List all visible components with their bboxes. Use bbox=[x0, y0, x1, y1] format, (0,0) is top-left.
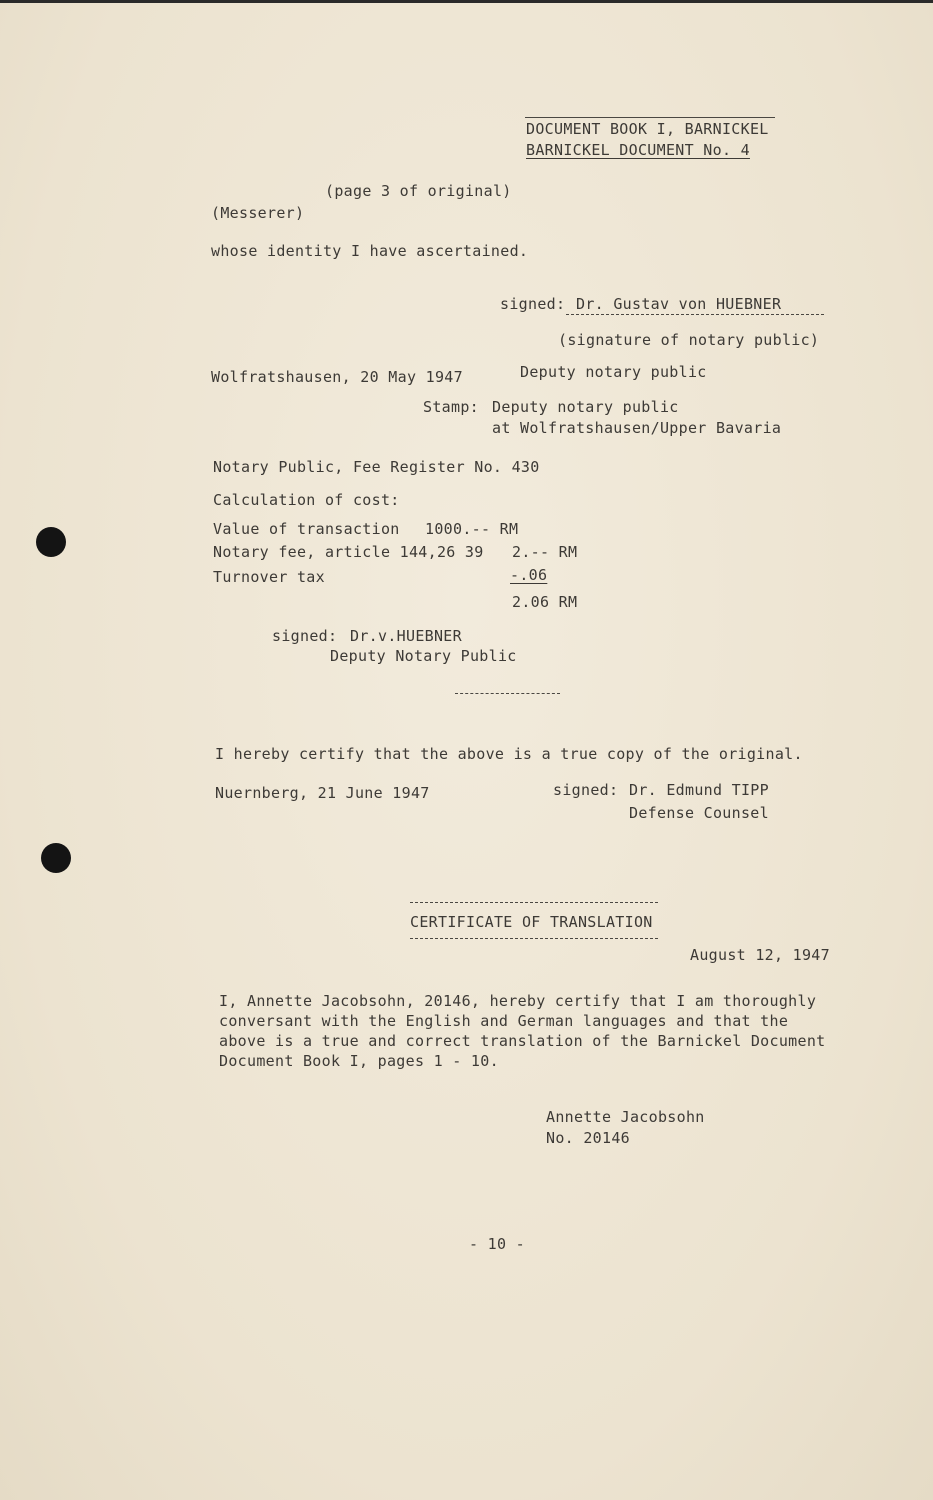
punch-hole-icon bbox=[36, 527, 66, 557]
original-page-note: (page 3 of original) bbox=[325, 182, 512, 200]
header-line-2: BARNICKEL DOCUMENT No. 4 bbox=[526, 141, 750, 159]
translation-heading-top-rule bbox=[410, 902, 658, 903]
cost-total: 2.06 RM bbox=[512, 593, 578, 611]
messerer-label: (Messerer) bbox=[211, 204, 305, 222]
cost-row-amount: -.06 bbox=[510, 566, 548, 584]
translation-line: conversant with the English and German languages and that the bbox=[219, 1012, 789, 1030]
cost-row-amount: 2.-- RM bbox=[512, 543, 578, 561]
header-line-1: DOCUMENT BOOK I, BARNICKEL bbox=[526, 120, 769, 138]
punch-hole-icon bbox=[41, 843, 71, 873]
notary-signed-name: Dr. Gustav von HUEBNER bbox=[576, 295, 782, 313]
certify-signed-title: Defense Counsel bbox=[629, 804, 769, 822]
certify-place-date: Nuernberg, 21 June 1947 bbox=[215, 784, 430, 802]
stamp-label: Stamp: bbox=[423, 398, 479, 416]
translator-number: No. 20146 bbox=[546, 1129, 630, 1147]
section-separator bbox=[455, 693, 560, 694]
notary-signed-label: signed: bbox=[500, 295, 566, 313]
translation-line: Document Book I, pages 1 - 10. bbox=[219, 1052, 499, 1070]
certify-text: I hereby certify that the above is a true copy of the original. bbox=[215, 745, 803, 763]
cost-signed-name: Dr.v.HUEBNER bbox=[350, 627, 462, 645]
fee-register: Notary Public, Fee Register No. 430 bbox=[213, 458, 540, 476]
notary-signature-caption: (signature of notary public) bbox=[558, 331, 820, 349]
cost-signed-title: Deputy Notary Public bbox=[330, 647, 517, 665]
certify-signed-name: Dr. Edmund TIPP bbox=[629, 781, 769, 799]
cost-row-label: Turnover tax bbox=[213, 568, 325, 586]
notary-title: Deputy notary public bbox=[520, 363, 707, 381]
cost-row-amount: 1000.-- RM bbox=[425, 520, 519, 538]
header-top-rule bbox=[525, 117, 775, 118]
notary-place-date: Wolfratshausen, 20 May 1947 bbox=[211, 368, 463, 386]
translation-line: above is a true and correct translation of the Barnickel Document bbox=[219, 1032, 826, 1050]
cost-heading: Calculation of cost: bbox=[213, 491, 400, 509]
identity-line: whose identity I have ascertained. bbox=[211, 242, 529, 260]
cost-signed-label: signed: bbox=[272, 627, 338, 645]
top-edge bbox=[0, 0, 933, 3]
page-number: - 10 - bbox=[469, 1235, 525, 1253]
notary-signature-line bbox=[566, 314, 824, 315]
stamp-line-2: at Wolfratshausen/Upper Bavaria bbox=[492, 419, 782, 437]
translation-line: I, Annette Jacobsohn, 20146, hereby certify that I am thoroughly bbox=[219, 992, 817, 1010]
certify-signed-label: signed: bbox=[553, 781, 619, 799]
translation-date: August 12, 1947 bbox=[690, 946, 830, 964]
translation-heading: CERTIFICATE OF TRANSLATION bbox=[410, 913, 653, 931]
translation-heading-bottom-rule bbox=[410, 938, 658, 939]
translator-name: Annette Jacobsohn bbox=[546, 1108, 705, 1126]
stamp-line-1: Deputy notary public bbox=[492, 398, 679, 416]
cost-row-label: Value of transaction bbox=[213, 520, 400, 538]
cost-row-label: Notary fee, article 144,26 39 bbox=[213, 543, 484, 561]
